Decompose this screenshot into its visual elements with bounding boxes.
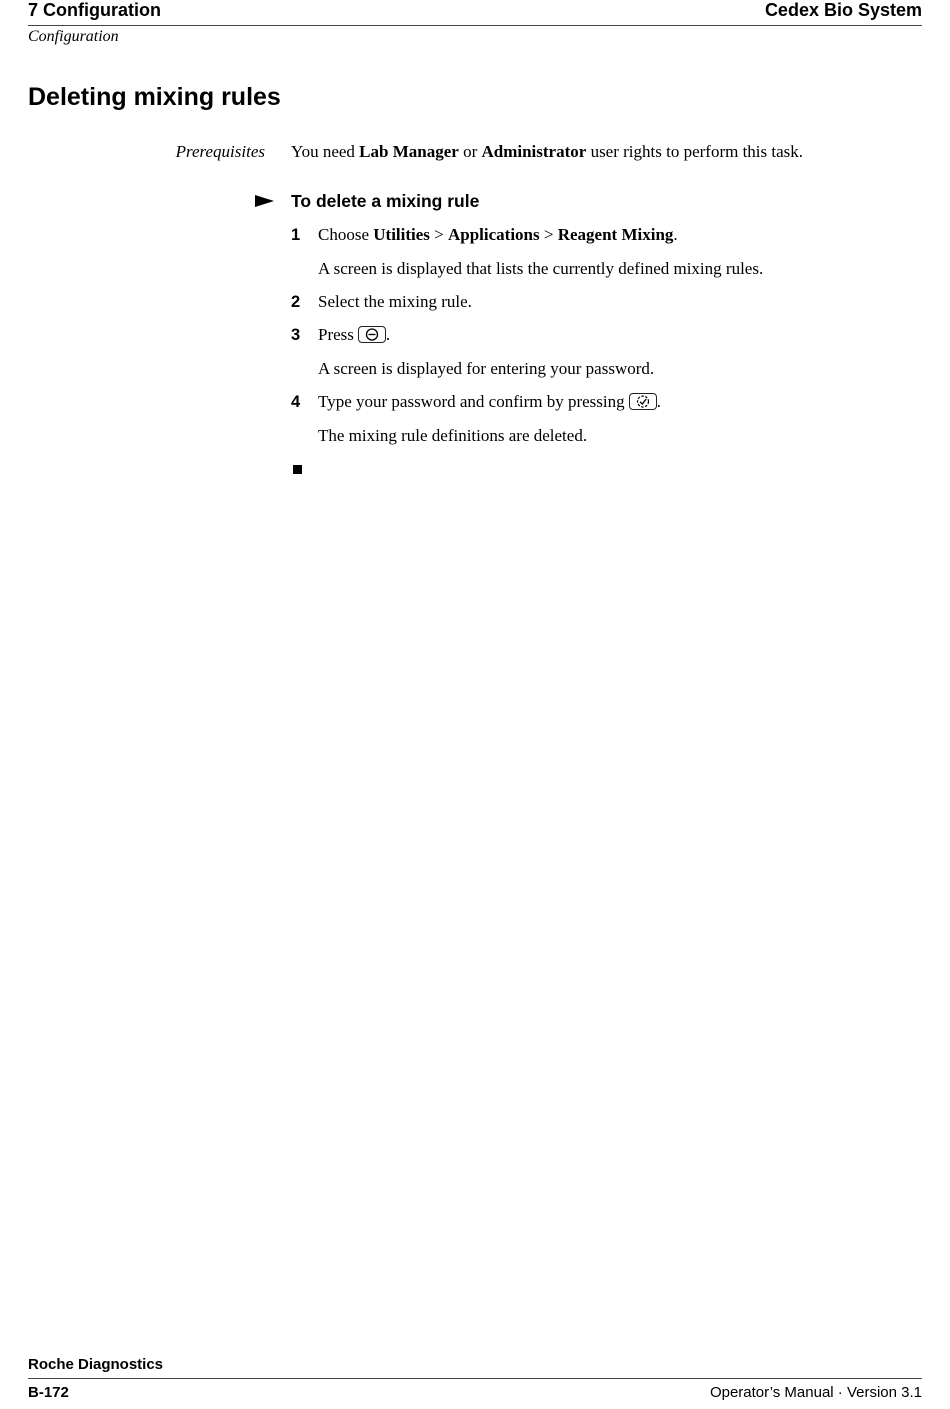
procedure-arrow-icon <box>254 192 276 210</box>
footer-rule <box>28 1378 922 1379</box>
step-text: Type your password and confirm by pressing . <box>318 392 661 411</box>
product-name: Cedex Bio System <box>764 0 922 20</box>
prerequisites-text: You need Lab Manager or Administrator user rights to perform this task. <box>291 142 804 161</box>
delete-minus-icon <box>358 326 386 343</box>
procedure-end-marker <box>293 465 302 474</box>
role-administrator: Administrator <box>481 142 587 161</box>
page-number: B-172 <box>28 1384 69 1401</box>
step-text: Choose Utilities > Applications > Reagent Mixing. <box>318 225 678 244</box>
section-name: Configuration <box>28 28 119 45</box>
role-lab-manager: Lab Manager <box>359 142 459 161</box>
manual-version: Operator’s Manual · Version 3.1 <box>709 1384 922 1401</box>
step-result: The mixing rule definitions are deleted. <box>318 426 588 445</box>
header-rule <box>28 25 922 26</box>
menu-utilities: Utilities <box>373 225 430 244</box>
prerequisites-label: Prerequisites <box>175 142 265 161</box>
footer-company: Roche Diagnostics <box>28 1356 164 1373</box>
step-number: 3 <box>291 326 301 344</box>
step-text: Press . <box>318 325 391 344</box>
menu-reagent-mixing: Reagent Mixing <box>557 225 674 244</box>
step-result: A screen is displayed that lists the currently defined mixing rules. <box>318 259 764 278</box>
step-number: 1 <box>291 226 301 244</box>
chapter-title: 7 Configuration <box>28 0 161 20</box>
step-text: Select the mixing rule. <box>318 292 472 311</box>
confirm-check-icon <box>629 393 657 410</box>
step-number: 4 <box>291 393 301 411</box>
step-number: 2 <box>291 293 301 311</box>
procedure-title: To delete a mixing rule <box>291 191 480 211</box>
menu-applications: Applications <box>448 225 540 244</box>
step-result: A screen is displayed for entering your password. <box>318 359 655 378</box>
page-title: Deleting mixing rules <box>28 83 281 111</box>
